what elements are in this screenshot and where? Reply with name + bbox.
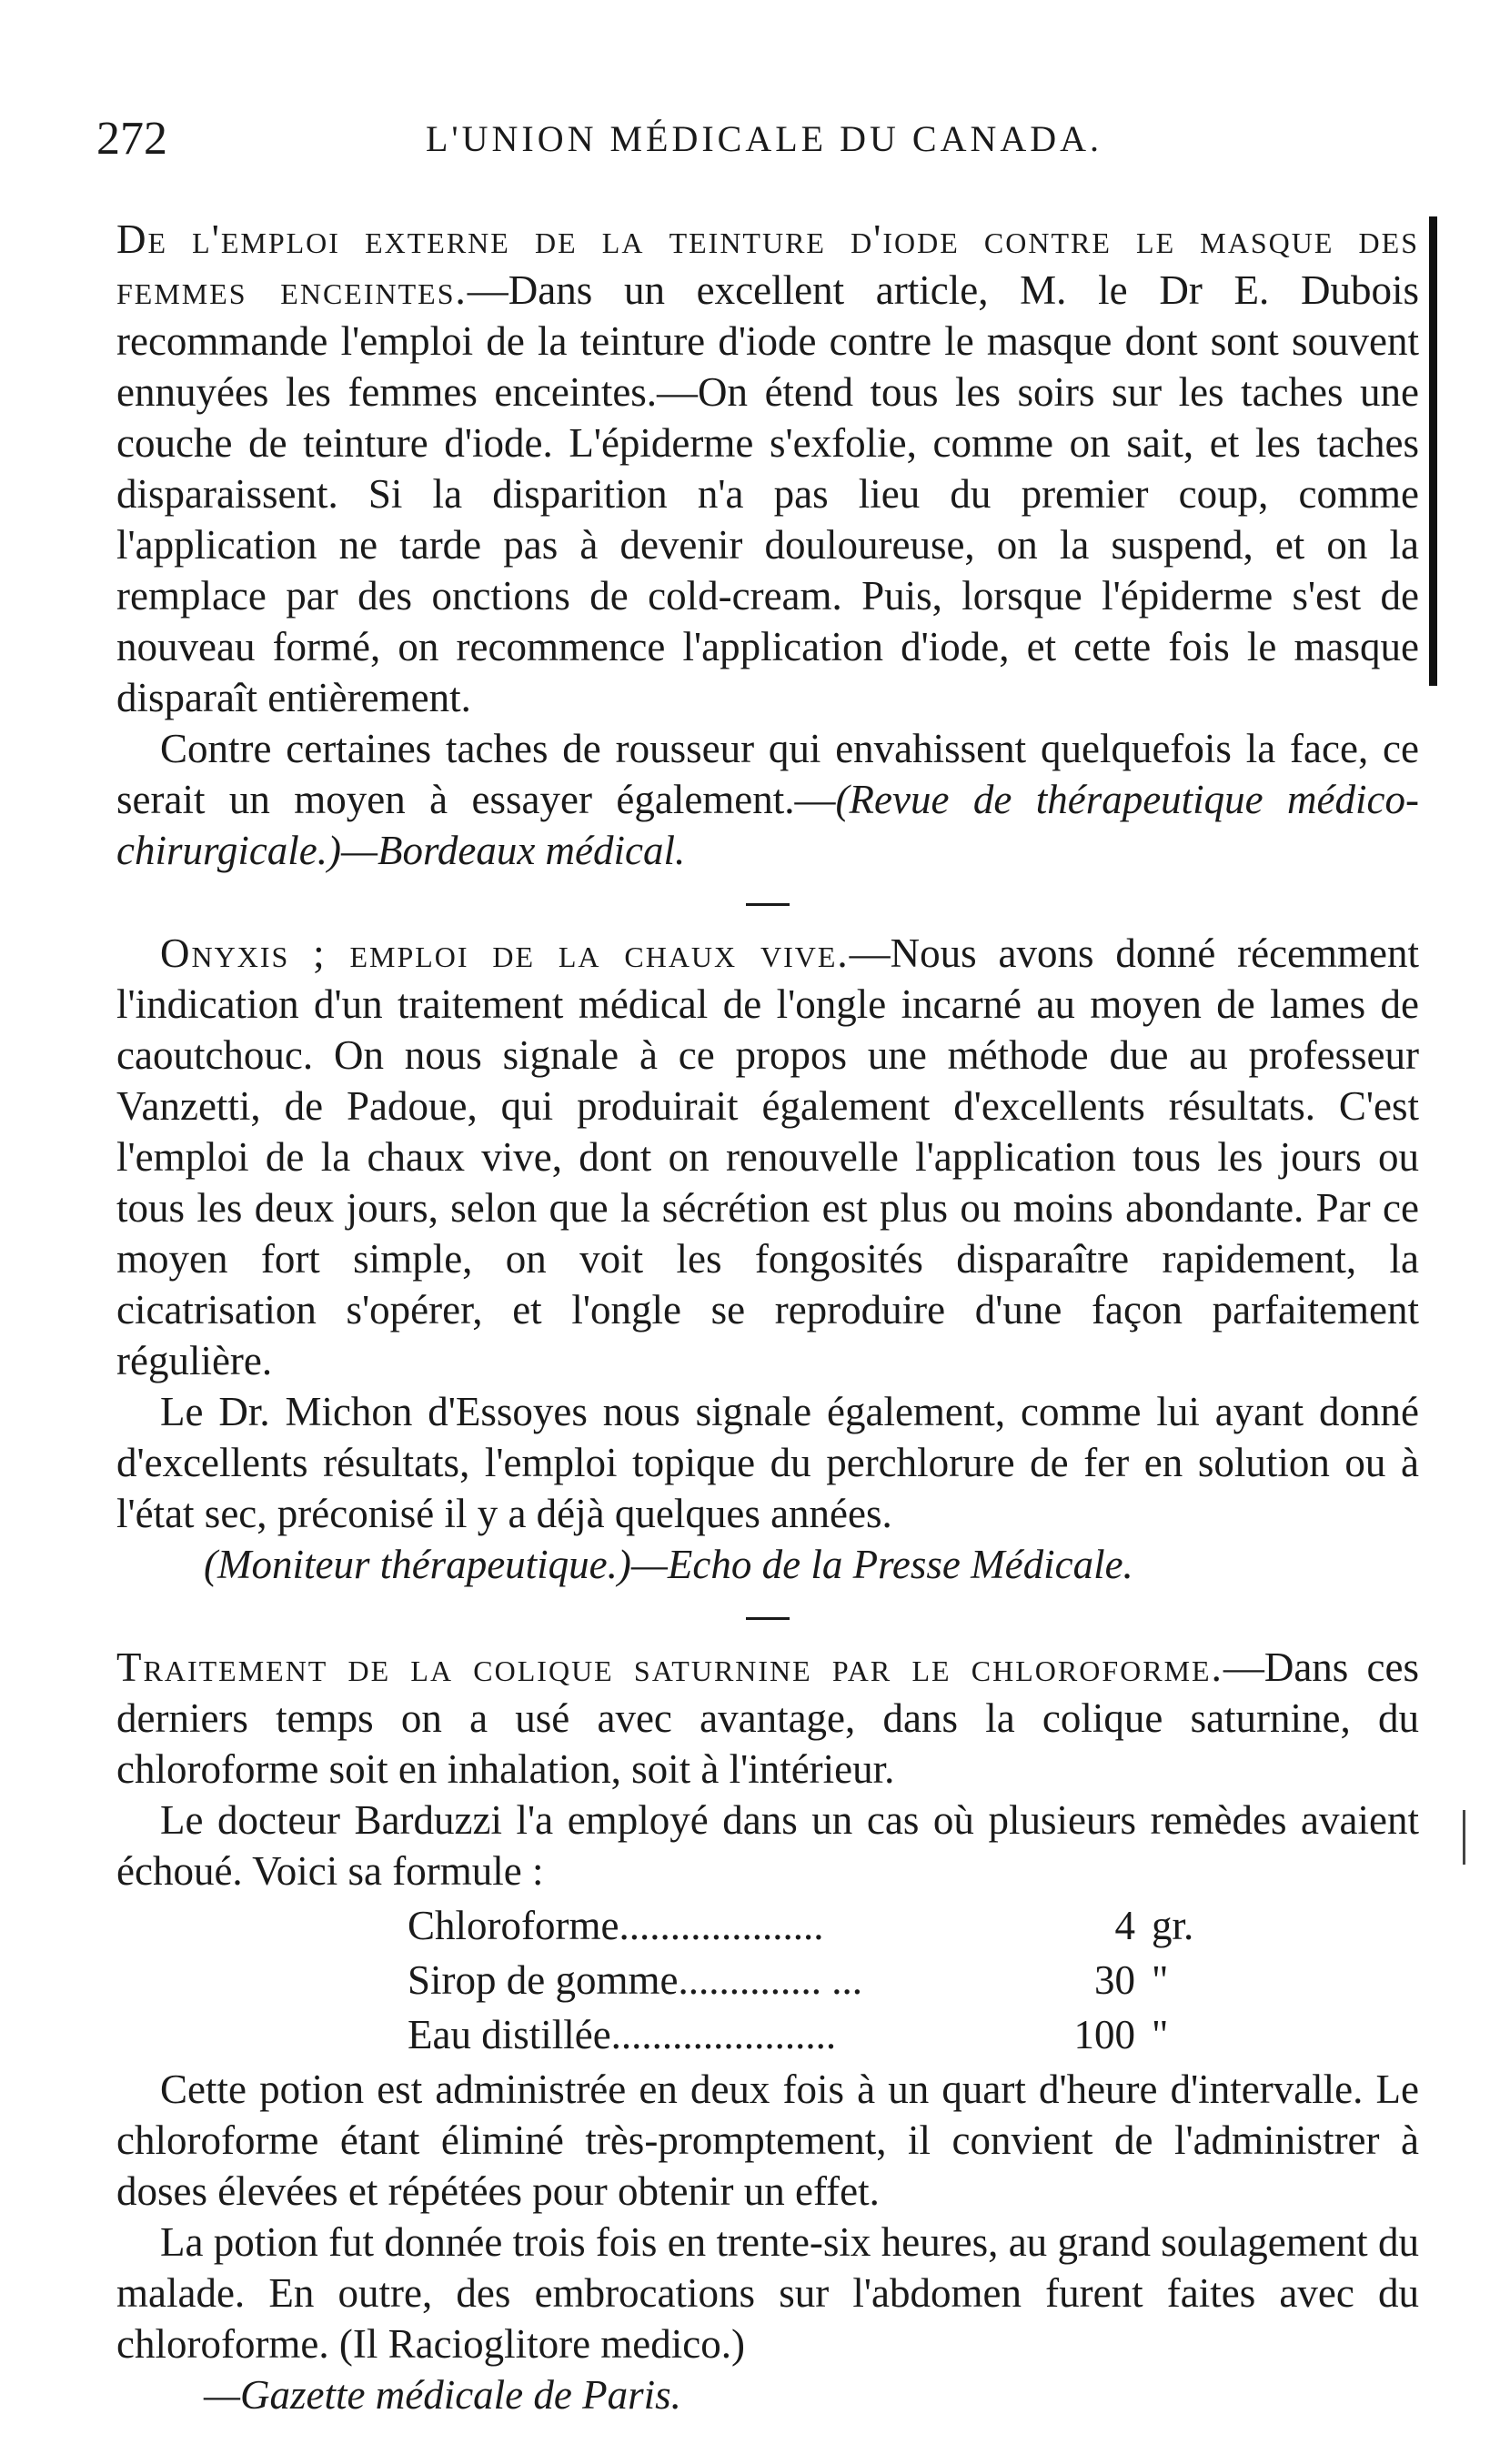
article-title: De l'emploi externe de la teinture d'iode contre le masque des femmes enceintes.	[116, 216, 1419, 313]
section-separator	[746, 1617, 790, 1620]
running-head: L'UNION MÉDICALE DU CANADA.	[425, 118, 1103, 159]
formula-ingredient: Eau distillée......................	[408, 2012, 837, 2057]
article-text: Contre certaines taches de rousseur qui envahissent quelquefois la face, ce serait un moyen à essayer également.—	[116, 726, 1419, 822]
article-paragraph	[116, 928, 1419, 1386]
section-separator	[746, 903, 790, 906]
article-text: Cette potion est administrée en deux fois à un quart d'heure d'intervalle. Le chloroforme étant éliminé très-promptement, il convient de l'administrer à doses élevées et répétées pour obtenir un effet.	[116, 2067, 1419, 2214]
page-body	[116, 214, 1419, 2420]
article-paragraph	[116, 1795, 1419, 1896]
article-iode	[116, 214, 1419, 876]
formula-quantity: 100	[1073, 2012, 1135, 2057]
article-paragraph	[116, 2217, 1419, 2369]
formula-table	[408, 1898, 1419, 2062]
article-text: —Dans ces derniers temps on a usé avec avantage, dans la colique saturnine, du chloroforme soit en inhalation, soit à l'intérieur.	[116, 1644, 1419, 1792]
article-onyxis	[116, 928, 1419, 1590]
article-paragraph	[116, 723, 1419, 876]
article-source: —Gazette médicale de Paris.	[204, 2372, 681, 2418]
formula-row	[408, 2007, 1419, 2062]
article-text: —Nous avons donné récemment l'indication d'un traitement médical de l'ongle incarné au moyen de lames de caoutchouc. On nous signale à ce propos une méthode due au professeur Vanzetti, de Padoue, qui produirait également d'excellents résultats. C'est l'emploi de la chaux vive, dont on renouvelle l'application tous les jours ou tous les deux jours, selon que la sécrétion est plus ou moins abondante. Par ce moyen fort simple, on voit les fongosités disparaître rapidement, la cicatrisation s'opérer, et l'ongle se reproduire d'une façon parfaitement régulière.	[116, 930, 1420, 1383]
formula-quantity: 4	[1114, 1903, 1135, 1948]
formula-unit: "	[1152, 1957, 1169, 2003]
formula-quantity: 30	[1094, 1957, 1135, 2003]
formula-ingredient: Sirop de gomme.............. ...	[408, 1957, 862, 2003]
article-source: (Moniteur thérapeutique.)—Echo de la Presse Médicale.	[204, 1542, 1133, 1587]
margin-tick	[1463, 1810, 1465, 1865]
formula-ingredient: Chloroforme....................	[408, 1903, 824, 1948]
formula-row	[408, 1953, 1419, 2007]
article-text: La potion fut donnée trois fois en trente-six heures, au grand soulagement du malade. En outre, des embrocations sur l'abdomen furent faites avec du chloroforme. (Il Racioglitore medico.)	[116, 2219, 1419, 2367]
article-text: Le Dr. Michon d'Essoyes nous signale également, comme lui ayant donné d'excellents résultats, l'emploi topique du perchlorure de fer en solution ou à l'état sec, préconisé il y a déjà quelques années.	[116, 1389, 1419, 1536]
margin-bar	[1429, 216, 1437, 686]
article-text: Le docteur Barduzzi l'a employé dans un cas où plusieurs remèdes avaient échoué. Voici sa formule :	[116, 1797, 1419, 1894]
article-paragraph	[116, 1642, 1419, 1795]
formula-unit: "	[1152, 2012, 1169, 2057]
formula-row	[408, 1898, 1419, 1953]
article-paragraph	[116, 2064, 1419, 2217]
page-number: 272	[96, 113, 167, 165]
page-header	[91, 107, 1437, 171]
article-colique	[116, 1642, 1419, 2420]
article-title: Traitement de la colique saturnine par le chloroforme.	[116, 1644, 1223, 1690]
article-source: (Revue de thérapeutique médico-chirurgicale.)—Bordeaux médical.	[116, 777, 1419, 873]
article-paragraph	[116, 1386, 1419, 1539]
formula-unit: gr.	[1152, 1903, 1194, 1948]
article-title: Onyxis ; emploi de la chaux vive.	[160, 930, 850, 976]
article-paragraph	[116, 214, 1419, 723]
article-text: —Dans un excellent article, M. le Dr E. Dubois recommande l'emploi de la teinture d'iode contre le masque dont sont souvent ennuyées les femmes enceintes.—On étend tous les soirs sur les taches une couche de teinture d'iode. L'épiderme s'exfolie, comme on sait, et les taches disparaissent. Si la disparition n'a pas lieu du premier coup, comme l'application ne tarde pas à devenir douloureuse, on la suspend, et on la remplace par des onctions de cold-cream. Puis, lorsque l'épiderme s'est de nouveau formé, on recommence l'application d'iode, et cette fois le masque disparaît entièrement.	[116, 267, 1420, 720]
